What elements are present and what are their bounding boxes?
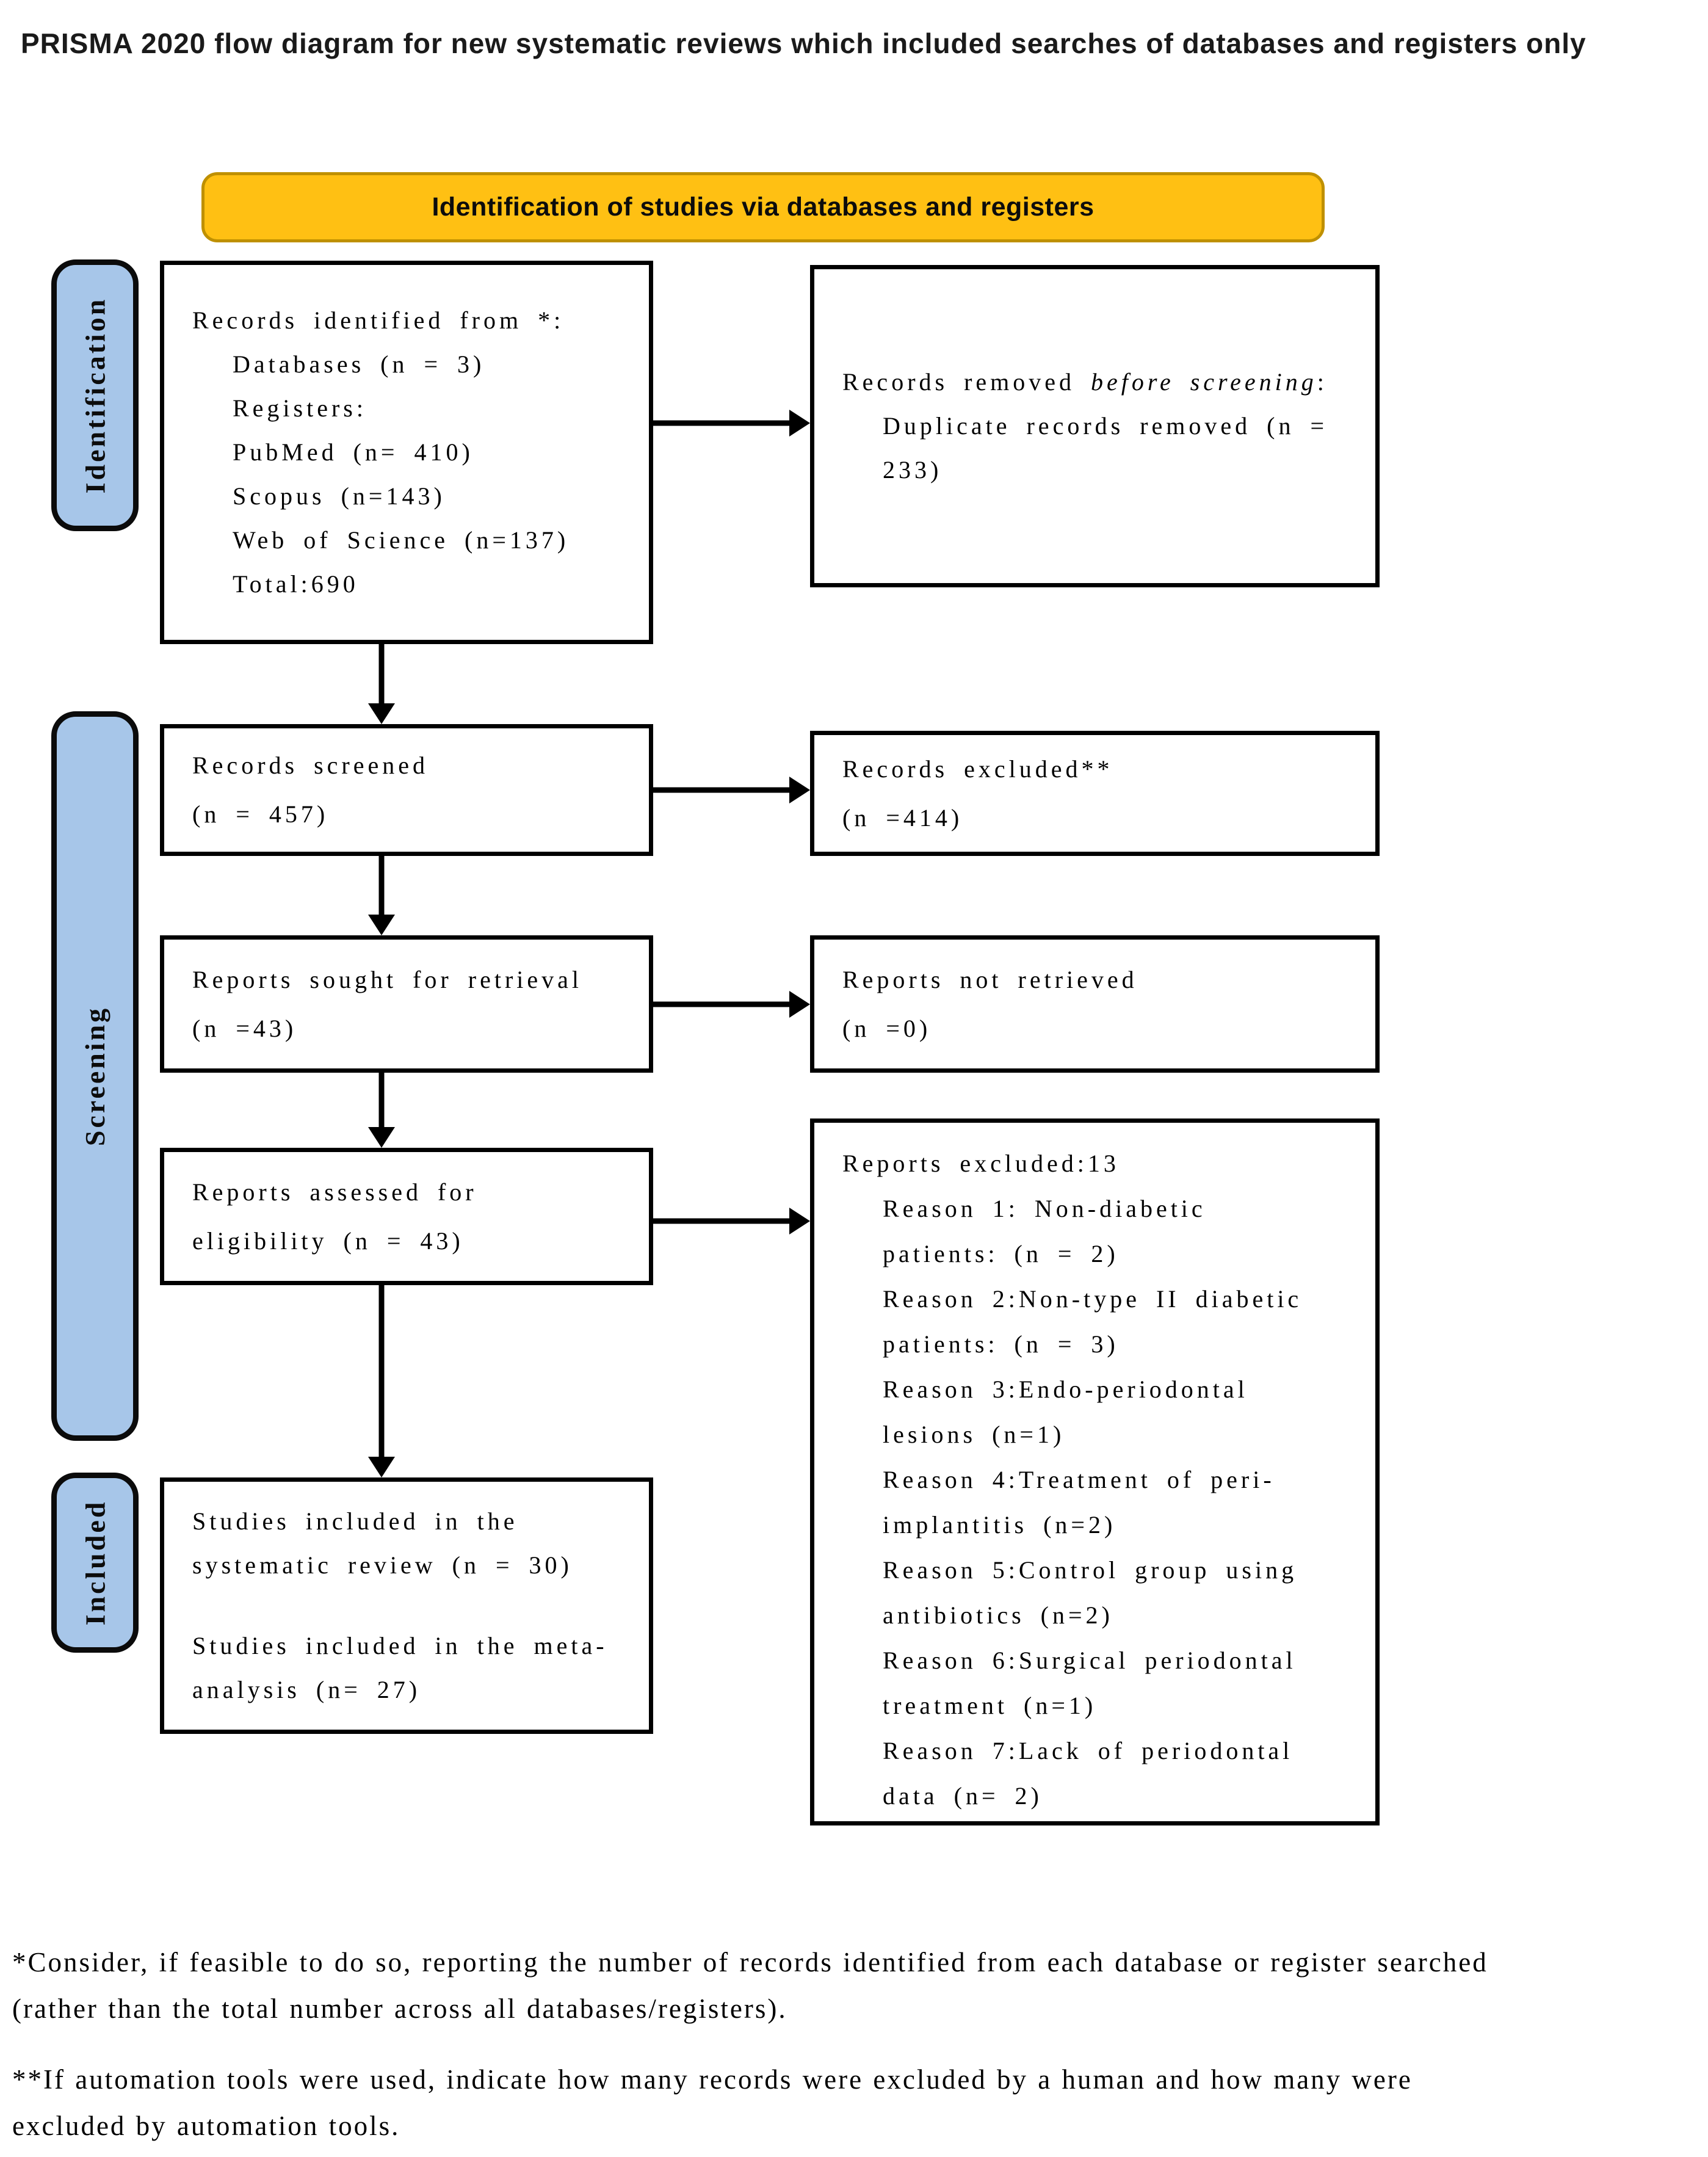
box-line: 233) (883, 456, 943, 484)
box-line: Reason 2:Non-type II diabetic (883, 1285, 1303, 1313)
box-line: Reports sought for retrieval (192, 965, 582, 993)
box-line: Databases (n = 3) (233, 350, 485, 378)
arrow-shaft (653, 788, 792, 793)
footnote-asterisk (12, 1939, 1488, 2032)
box-reports-sought (160, 935, 653, 1073)
arrow-identified-to-removed (653, 410, 810, 437)
arrow-shaft (379, 856, 385, 916)
arrow-shaft (653, 1002, 792, 1007)
stage-label-identification (51, 259, 139, 531)
box-line: Reason 5:Control group using (883, 1556, 1298, 1584)
arrow-head-down-icon (368, 1127, 395, 1148)
page-title: PRISMA 2020 flow diagram for new systematic reviews which included searches of databases and registers only (21, 27, 1587, 59)
stage-label-screening-text: Screening (79, 1006, 110, 1147)
box-line: Studies included in the meta- (192, 1632, 608, 1659)
box-line: Studies included in the (192, 1507, 518, 1535)
box-reports-assessed (160, 1148, 653, 1285)
box-line: Reason 1: Non-diabetic (883, 1195, 1206, 1222)
banner-label: Identification of studies via databases and registers (432, 192, 1095, 222)
box-records-removed (810, 265, 1380, 587)
box-studies-included (160, 1477, 653, 1734)
arrow-shaft (379, 1073, 385, 1128)
arrow-head-right-icon (789, 410, 810, 437)
arrow-sought-to-not-retrieved (653, 991, 810, 1018)
box-line: (n = 457) (192, 800, 329, 828)
box-line: Duplicate records removed (n = (883, 412, 1328, 440)
box-reports-excluded (810, 1118, 1380, 1825)
footnote-double-asterisk (12, 2056, 1413, 2149)
box-line: treatment (n=1) (883, 1692, 1097, 1719)
arrow-screened-to-sought (368, 856, 395, 935)
box-line: Reports assessed for (192, 1178, 477, 1206)
box-reports-not-retrieved (810, 935, 1380, 1073)
box-line: eligibility (n = 43) (192, 1227, 464, 1255)
arrow-shaft (653, 1219, 792, 1224)
arrow-shaft (379, 644, 385, 705)
stage-label-included-text: Included (79, 1499, 111, 1626)
stage-label-identification-text: Identification (79, 297, 110, 494)
box-line: (n =0) (842, 1014, 932, 1042)
arrow-assessed-to-included (368, 1285, 395, 1477)
arrow-identified-to-screened (368, 644, 395, 724)
box-line: implantitis (n=2) (883, 1511, 1116, 1539)
box-line: Reason 6:Surgical periodontal (883, 1647, 1297, 1674)
arrow-head-right-icon (789, 777, 810, 803)
box-line: Total:690 (233, 570, 359, 598)
box-line: Records screened (192, 752, 429, 779)
arrow-sought-to-assessed (368, 1073, 395, 1148)
box-line: data (n= 2) (883, 1782, 1043, 1810)
box-line: Scopus (n=143) (233, 482, 446, 510)
box-line: PubMed (n= 410) (233, 438, 474, 466)
footnote-line: excluded by automation tools. (12, 2111, 400, 2141)
arrow-head-right-icon (789, 991, 810, 1018)
arrow-shaft (653, 421, 792, 426)
box-line: Reason 4:Treatment of peri- (883, 1466, 1275, 1493)
box-line: (n =43) (192, 1014, 297, 1042)
box-text: Records removed (842, 368, 1091, 396)
arrow-shaft (379, 1285, 385, 1458)
box-line: Reason 7:Lack of periodontal (883, 1737, 1294, 1764)
stage-label-included (51, 1473, 139, 1653)
box-records-screened (160, 724, 653, 856)
box-records-excluded (810, 731, 1380, 856)
box-text-italic: before screening (1091, 368, 1317, 396)
arrow-head-down-icon (368, 1457, 395, 1477)
box-line: Records identified from *: (192, 306, 565, 334)
box-line: Records excluded** (842, 755, 1113, 783)
footnote-line: (rather than the total number across all databases/registers). (12, 1993, 787, 2024)
box-line: antibiotics (n=2) (883, 1601, 1113, 1629)
box-line: Web of Science (n=137) (233, 526, 570, 554)
box-text: : (1317, 368, 1328, 396)
box-line: analysis (n= 27) (192, 1676, 421, 1703)
box-line: Reports excluded:13 (842, 1150, 1120, 1177)
stage-label-screening (51, 711, 139, 1441)
box-line: patients: (n = 2) (883, 1240, 1119, 1267)
arrow-head-down-icon (368, 915, 395, 935)
arrow-head-down-icon (368, 703, 395, 724)
box-line: Reason 3:Endo-periodontal (883, 1376, 1248, 1403)
box-line: (n =414) (842, 803, 963, 832)
footnote-line: *Consider, if feasible to do so, reporting the number of records identified from each database or register searched (12, 1947, 1488, 1978)
footnote-line: **If automation tools were used, indicate how many records were excluded by a human and how many were (12, 2064, 1413, 2095)
box-line (814, 360, 1375, 404)
arrow-screened-to-excluded (653, 777, 810, 803)
box-line: systematic review (n = 30) (192, 1551, 573, 1579)
arrow-assessed-to-excluded (653, 1208, 810, 1234)
box-records-identified (160, 261, 653, 644)
box-line: Registers: (233, 394, 367, 422)
box-line: patients: (n = 3) (883, 1330, 1119, 1358)
box-line: Reports not retrieved (842, 965, 1138, 993)
arrow-head-right-icon (789, 1208, 810, 1234)
identification-banner (201, 172, 1325, 242)
box-line: lesions (n=1) (883, 1421, 1065, 1448)
